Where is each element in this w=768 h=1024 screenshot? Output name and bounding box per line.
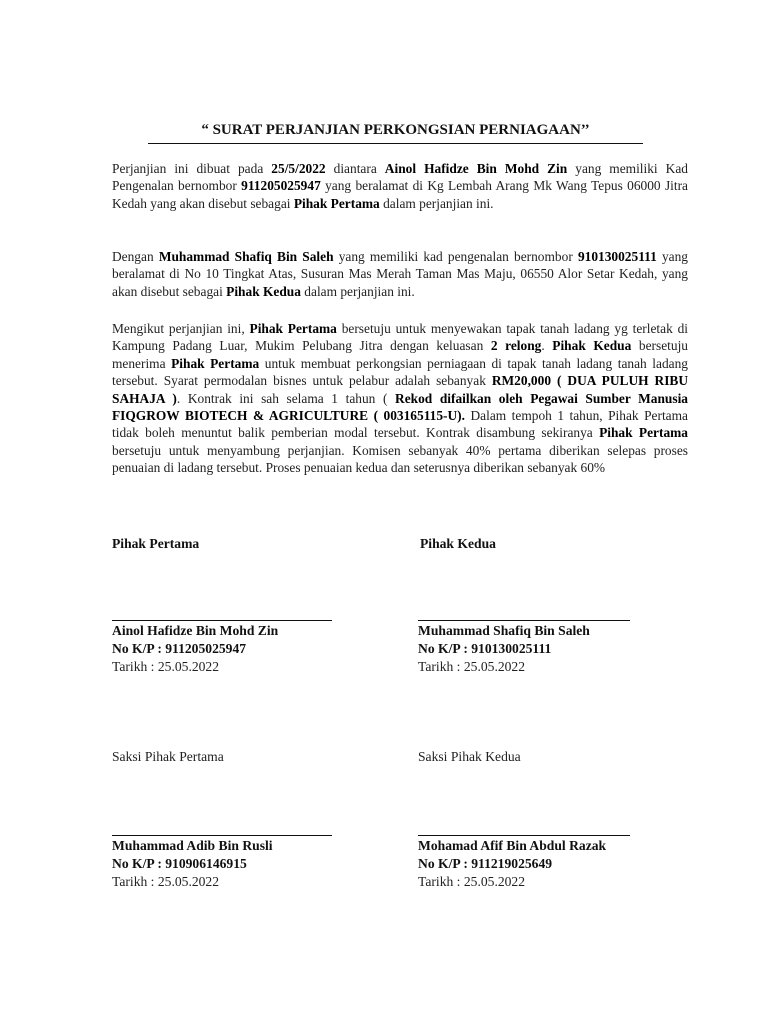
signature-heading: Pihak Kedua xyxy=(420,536,496,551)
text-fragment: yang beralamat di Kg Lembah Arang Mk Wang Tepus 06000 Jitra Kedah yang akan disebut sebagai xyxy=(112,178,688,211)
signature-block-second-party xyxy=(420,535,496,553)
first-party-role: Pihak Pertama xyxy=(293,195,380,211)
witness-heading: Saksi Pihak Kedua xyxy=(418,749,521,764)
second-party-role: Pihak Kedua xyxy=(226,283,301,299)
signature-line xyxy=(418,620,630,621)
first-party-name: Ainol Hafidze Bin Mohd Zin xyxy=(384,161,568,176)
witness-heading: Saksi Pihak Pertama xyxy=(112,749,224,764)
text-fragment: untuk membuat perkongsian perniagaan di tapak tanah ladang tanah ladang tersebut. Syarat permodalan bisnes untuk pelabur adalah sebanyak xyxy=(112,355,688,389)
signatory-date: Tarikh : 25.05.2022 xyxy=(112,659,220,674)
witness-date: Tarikh : 25.05.2022 xyxy=(112,874,220,889)
signatory-date: Tarikh : 25.05.2022 xyxy=(418,659,526,674)
bold-term: Pihak Pertama xyxy=(171,355,260,371)
bold-term: Pihak Pertama xyxy=(249,321,337,336)
text-fragment: diantara xyxy=(325,161,385,176)
second-party-name: Muhammad Shafiq Bin Saleh xyxy=(158,249,334,264)
signature-line xyxy=(418,835,630,836)
second-party-ic: 910130025111 xyxy=(577,249,657,264)
record-note: Rekod difailkan oleh Pegawai Sumber Manusia FIQGROW BIOTECH & AGRICULTURE ( 003165115-U). xyxy=(112,390,689,424)
witness-block-second-party xyxy=(418,748,521,766)
text-fragment: bersetuju untuk menyewakan tapak tanah ladang yg terletak di Kampung Padang Luar, Mukim Pelubang Jitra dengan keluasan xyxy=(112,321,688,354)
witness-ic: No K/P : 910906146915 xyxy=(112,856,247,871)
document-title: “ SURAT PERJANJIAN PERKONGSIAN PERNIAGAAN’’ xyxy=(148,122,643,144)
signature-details-second-party xyxy=(418,620,630,676)
bold-term: Pihak Pertama xyxy=(599,425,688,441)
signatory-name: Muhammad Shafiq Bin Saleh xyxy=(418,623,590,638)
signatory-ic: No K/P : 910130025111 xyxy=(418,641,552,656)
witness-date: Tarikh : 25.05.2022 xyxy=(418,874,526,889)
signature-heading: Pihak Pertama xyxy=(112,536,200,551)
paragraph-parties-first xyxy=(112,160,688,212)
witness-name: Muhammad Adib Bin Rusli xyxy=(112,838,273,853)
signatory-ic: No K/P : 911205025947 xyxy=(112,641,247,656)
text-fragment: Mengikut perjanjian ini, xyxy=(112,321,250,336)
text-fragment: yang beralamat di No 10 Tingkat Atas, Susuran Mas Merah Taman Mas Maju, 06550 Alor Setar Kedah, yang akan disebut sebagai xyxy=(112,249,688,299)
signature-line xyxy=(112,835,332,836)
first-party-ic: 911205025947 xyxy=(241,178,321,194)
text-fragment: Perjanjian ini dibuat pada xyxy=(112,161,272,176)
text-fragment: dalam perjanjian ini. xyxy=(379,195,494,211)
witness-ic: No K/P : 911219025649 xyxy=(418,856,553,871)
witness-name: Mohamad Afif Bin Abdul Razak xyxy=(418,838,607,853)
text-fragment: dalam perjanjian ini. xyxy=(300,283,415,299)
capital-amount: RM20,000 ( DUA PULUH RIBU SAHAJA ) xyxy=(112,373,689,406)
bold-term: Pihak Kedua xyxy=(552,338,632,354)
text-fragment: bersetuju untuk menyambung perjanjian. Komisen sebanyak 40% pertama diberikan selepas proses penuaian di ladang tersebut. Proses penuaian kedua dan seterusnya diberikan sebanyak 60% xyxy=(112,442,688,476)
text-fragment: bersetuju menerima xyxy=(112,338,688,371)
witness-block-first-party xyxy=(112,748,224,766)
text-fragment: . xyxy=(541,338,553,354)
text-fragment: . Kontrak ini sah selama 1 tahun ( xyxy=(176,390,396,406)
signatory-name: Ainol Hafidze Bin Mohd Zin xyxy=(112,623,279,638)
text-fragment: yang memiliki kad pengenalan bernombor xyxy=(333,249,578,264)
text-fragment: Dengan xyxy=(112,249,159,264)
witness-details-second-party xyxy=(418,835,630,891)
signature-line xyxy=(112,620,332,621)
paragraph-terms xyxy=(112,320,688,477)
land-size: 2 relong xyxy=(490,338,542,354)
text-fragment: Dalam tempoh 1 tahun, Pihak Pertama tidak boleh menuntut balik pemberian modal tersebut. Kontrak disambung sekiranya xyxy=(112,408,688,441)
witness-details-first-party xyxy=(112,835,332,891)
text-fragment: yang memiliki Kad Pengenalan bernombor xyxy=(112,161,688,194)
agreement-date: 25/5/2022 xyxy=(271,161,326,176)
paragraph-parties-second xyxy=(112,248,688,300)
signature-details-first-party xyxy=(112,620,332,676)
signature-block-first-party xyxy=(112,535,199,553)
